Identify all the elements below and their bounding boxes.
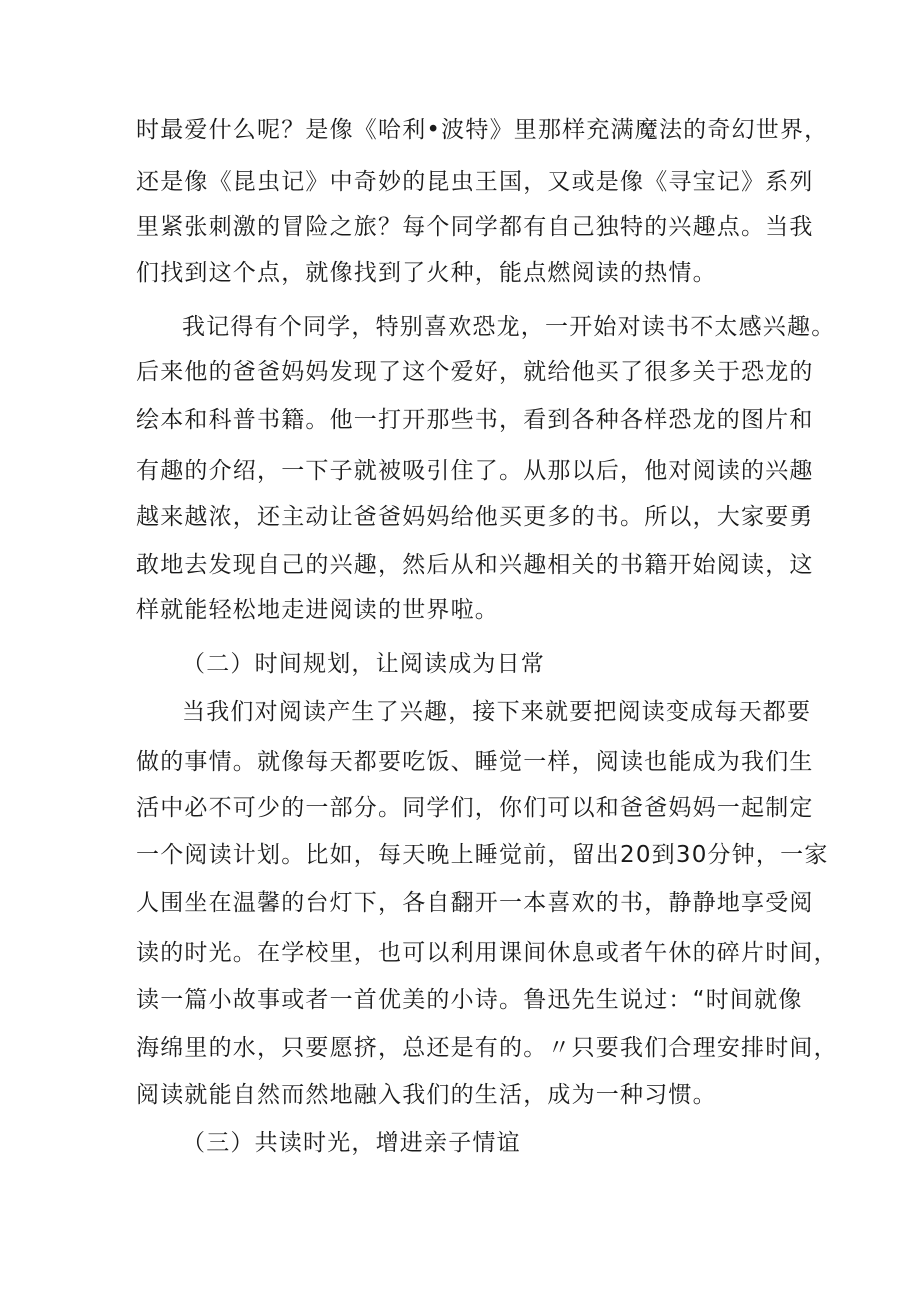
- text-line: 活中必不可少的一部分。同学们，你们可以和爸爸妈妈一起制定: [136, 795, 814, 821]
- paragraph-first-line: 我记得有个同学，特别喜欢恐龙，一开始对读书不太感兴趣。: [182, 314, 836, 340]
- text-line: 做的事情。就像每天都要吃饭、睡觉一样，阅读也能成为我们生: [136, 749, 814, 775]
- text-line: 敢地去发现自己的兴趣，然后从和兴趣相关的书籍开始阅读，这: [136, 552, 814, 578]
- paragraph-first-line: 当我们对阅读产生了兴趣，接下来就要把阅读变成每天都要: [182, 699, 812, 725]
- text-line: 有趣的介绍，一下子就被吸引住了。从那以后，他对阅读的兴趣: [136, 458, 814, 484]
- text-line: 们找到这个点，就像找到了火种，能点燃阅读的热情。: [136, 260, 717, 286]
- text-line: 绘本和科普书籍。他一打开那些书，看到各种各样恐龙的图片和: [136, 407, 814, 433]
- text-line: 后来他的爸爸妈妈发现了这个爱好，就给他买了很多关于恐龙的: [136, 359, 814, 385]
- text-line: 还是像《昆虫记》中奇妙的昆虫王国，又或是像《寻宝记》系列: [136, 169, 814, 195]
- text-line: 一个阅读计划。比如，每天晚上睡觉前，留出20到30分钟，一家: [136, 842, 829, 868]
- text-line: 人围坐在温馨的台灯下，各自翻开一本喜欢的书，静静地享受阅: [136, 890, 814, 916]
- section-heading: （二）时间规划，让阅读成为日常: [182, 651, 545, 677]
- text-line: 读的时光。在学校里，也可以利用课间休息或者午休的碎片时间，: [136, 940, 838, 966]
- text-line: 时最爱什么呢？是像《哈利•波特》里那样充满魔法的奇幻世界，: [136, 117, 829, 143]
- text-line: 越来越浓，还主动让爸爸妈妈给他买更多的书。所以，大家要勇: [136, 504, 814, 530]
- section-heading: （三）共读时光，增进亲子情谊: [182, 1130, 521, 1156]
- text-line: 里紧张刺激的冒险之旅？每个同学都有自己独特的兴趣点。当我: [136, 214, 814, 240]
- text-line: 读一篇小故事或者一首优美的小诗。鲁迅先生说过：“时间就像: [136, 987, 803, 1013]
- text-line: 样就能轻松地走进阅读的世界啦。: [136, 597, 499, 623]
- text-line: 阅读就能自然而然地融入我们的生活，成为一种习惯。: [136, 1082, 717, 1108]
- text-line: 海绵里的水，只要愿挤，总还是有的。〃只要我们合理安排时间，: [136, 1035, 838, 1061]
